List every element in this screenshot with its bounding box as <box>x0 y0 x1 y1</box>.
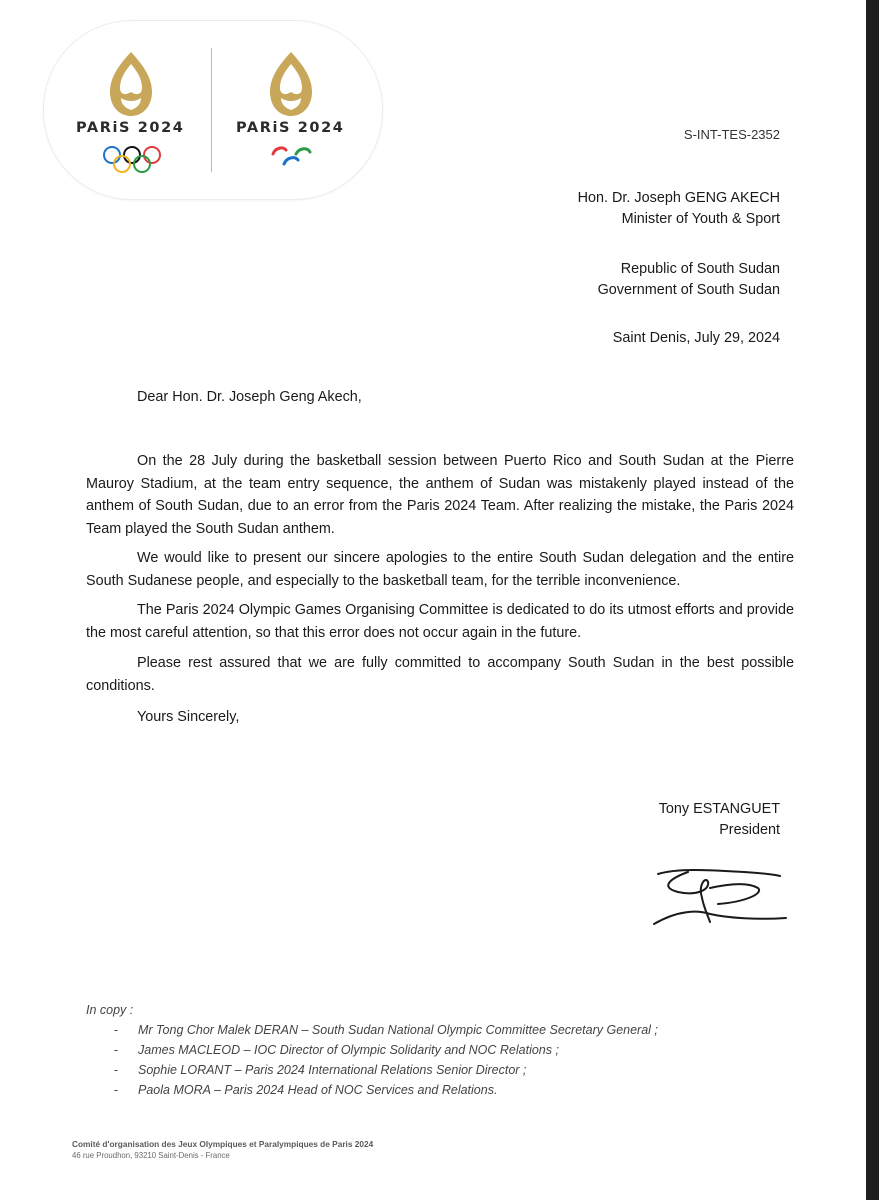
paralympic-agitos-icon <box>269 144 313 170</box>
recipient-block <box>578 188 780 230</box>
letter-reference: S-INT-TES-2352 <box>683 127 780 142</box>
recipient-name: Hon. Dr. Joseph GENG AKECH <box>577 190 780 206</box>
handwritten-signature <box>648 862 790 932</box>
list-dash: - <box>114 1063 119 1077</box>
paris-2024-logo-badge <box>43 20 383 200</box>
recipient-title: Minister of Youth & Sport <box>621 211 780 227</box>
list-dash: - <box>114 1083 119 1097</box>
logo-divider <box>211 48 212 172</box>
paralympic-flame-emblem-icon <box>256 48 326 120</box>
copy-recipient-text: Mr Tong Chor Malek DERAN – South Sudan National Olympic Committee Secretary General ; <box>138 1023 658 1037</box>
list-dash: - <box>114 1043 119 1057</box>
body-paragraph-3: The Paris 2024 Olympic Games Organising Committee is dedicated to do its utmost efforts and provide the most careful attention, so that this error does not occur again in the future. <box>86 602 794 641</box>
recipient-organisation-block <box>598 259 780 301</box>
body-paragraph-2: We would like to present our sincere apologies to the entire South Sudan delegation and the entire South Sudanese people, and especially to the basketball team, for the terrible inconvenience. <box>86 550 794 589</box>
footer-address: 46 rue Proudhon, 93210 Saint-Denis - France <box>72 1151 230 1160</box>
copy-list-title: In copy : <box>86 1003 134 1017</box>
logo-wordmark-olympic: PARiS 2024 <box>76 120 185 136</box>
salutation: Dear Hon. Dr. Joseph Geng Akech, <box>137 389 362 405</box>
body-paragraph-4: Please rest assured that we are fully committed to accompany South Sudan in the best possible conditions. <box>86 655 794 694</box>
list-dash: - <box>114 1023 119 1037</box>
place-date: Saint Denis, July 29, 2024 <box>612 330 780 346</box>
page-edge-shadow <box>866 0 879 1200</box>
body-paragraph-1: On the 28 July during the basketball session between Puerto Rico and South Sudan at the Pierre Mauroy Stadium, at the team entry sequence, the anthem of Sudan was mistakenly played instead of the anthem of South Sudan, due to an error from the Paris 2024 Team. After realizing the mistake, the Paris 2024 Team played the South Sudan anthem. <box>86 453 794 537</box>
copy-recipient-text: Sophie LORANT – Paris 2024 International Relations Senior Director ; <box>138 1063 527 1077</box>
olympic-rings-icon <box>102 146 162 174</box>
signer-block <box>659 799 780 841</box>
footer-organisation: Comité d'organisation des Jeux Olympiques et Paralympiques de Paris 2024 <box>72 1139 374 1149</box>
recipient-country: Republic of South Sudan <box>620 261 780 277</box>
olympic-flame-emblem-icon <box>96 48 166 120</box>
copy-recipient-text: Paola MORA – Paris 2024 Head of NOC Services and Relations. <box>138 1083 498 1097</box>
logo-wordmark-paralympic: PARiS 2024 <box>236 120 345 136</box>
signer-name: Tony ESTANGUET <box>658 801 780 817</box>
copy-recipient-text: James MACLEOD – IOC Director of Olympic Solidarity and NOC Relations ; <box>138 1043 559 1057</box>
closing: Yours Sincerely, <box>137 709 240 725</box>
recipient-government: Government of South Sudan <box>597 282 780 298</box>
signer-title: President <box>719 822 780 838</box>
